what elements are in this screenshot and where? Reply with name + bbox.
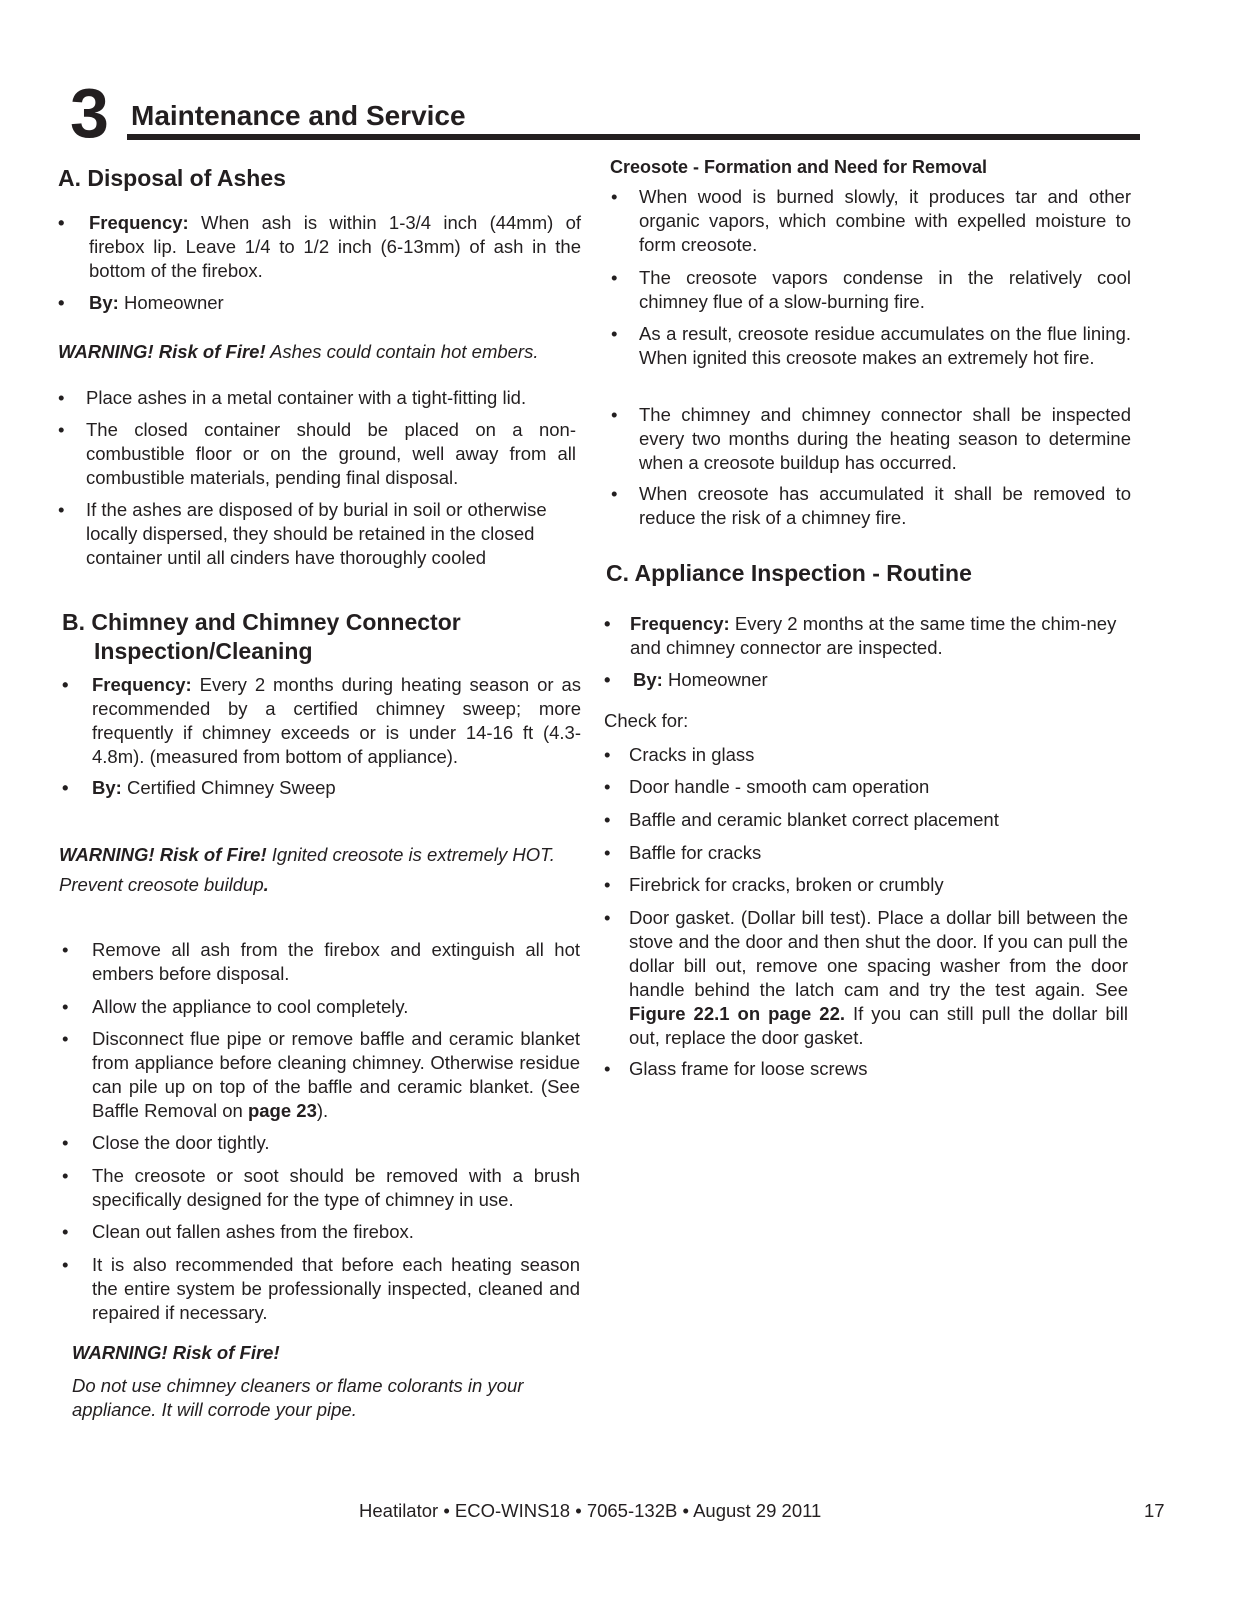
section-b-heading-line-1: B. Chimney and Chimney Connector	[62, 609, 461, 635]
section-b-bullet-6: • It is also recommended that before each heating season the entire system be professionally inspected, cleaned and repaired if necessary.	[62, 1254, 580, 1323]
by-text: Homeowner	[662, 669, 768, 690]
creosote-bullet-3: • As a result, creosote residue accumulates on the flue lining. When ignited this creosote makes an extremely hot fire.	[611, 323, 1131, 368]
frequency-text: Every 2 months during heating season or as recommended by a certified chimney sweep; more frequently if chimney exceeds or is under 14-16 ft (4.3-4.8m). (measured from bottom of appliance).	[92, 674, 581, 767]
section-b-warning: WARNING! Risk of Fire! Ignited creosote is extremely HOT. Prevent creosote buildup.	[59, 844, 555, 895]
section-a-by	[58, 291, 581, 315]
section-c-by: • By: Homeowner	[604, 669, 768, 690]
warning-label: WARNING! Risk of Fire!	[58, 341, 266, 362]
frequency-text: Every 2 months at the same time the chim-ney and chimney connector are inspected.	[630, 613, 1117, 658]
check-item-5: • Firebrick for cracks, broken or crumbly	[604, 874, 944, 895]
footer-text: Heatilator • ECO-WINS18 • 7065-132B • August 29 2011	[359, 1500, 822, 1521]
section-a-warning	[58, 340, 618, 364]
section-b-bullet-1: • Remove all ash from the firebox and extinguish all hot embers before disposal.	[62, 939, 580, 984]
check-item-3: • Baffle and ceramic blanket correct placement	[604, 809, 999, 830]
by-text: Certified Chimney Sweep	[121, 777, 336, 798]
creosote-bullet-2: • The creosote vapors condense in the relatively cool chimney flue of a slow-burning fire.	[611, 267, 1131, 312]
section-b-bullet-5: • Clean out fallen ashes from the firebox.	[62, 1221, 414, 1242]
header-rule	[127, 134, 1140, 140]
section-b-bullet-2: • Allow the appliance to cool completely.	[62, 996, 409, 1017]
by-label: By:	[633, 669, 663, 690]
frequency-label: Frequency:	[92, 674, 192, 695]
final-warning-text: Do not use chimney cleaners or flame colorants in your appliance. It will corrode your pipe.	[72, 1375, 524, 1420]
creosote-bullet-5: • When creosote has accumulated it shall be removed to reduce the risk of a chimney fire.	[611, 483, 1131, 528]
frequency-text: When ash is within 1-3/4 inch (44mm) of firebox lip. Leave 1/4 to 1/2 inch (6-13mm) of ash in the bottom of the firebox.	[89, 212, 581, 281]
check-item-1: • Cracks in glass	[604, 744, 755, 765]
check-item-2: • Door handle - smooth cam operation	[604, 776, 930, 797]
by-text: Homeowner	[118, 292, 224, 313]
page-number: 17	[1144, 1500, 1165, 1521]
chapter-title: Maintenance and Service	[131, 100, 466, 131]
final-warning	[72, 1341, 572, 1422]
chapter-number: 3	[70, 74, 107, 152]
by-label: By:	[89, 292, 119, 313]
check-for-label: Check for:	[604, 710, 689, 731]
section-a-bullet-3: • If the ashes are disposed of by burial in soil or otherwise locally dispersed, they should be retained in the closed container until all cinders have thoroughly cooled	[58, 499, 547, 568]
page-link[interactable]: page 23	[247, 1100, 317, 1121]
check-item-door-gasket: • Door gasket. (Dollar bill test). Place a dollar bill between the stove and the door and then shut the door. If you can pull the dollar bill out, remove one spacing washer from the door handle behind the latch cam and try the test again. See Figure 22.1 on page 22. If you can still pull the dollar bill out, replace the door gasket.	[604, 907, 1129, 1048]
warning-text-2: Prevent creosote buildup	[59, 874, 264, 895]
figure-link[interactable]: Figure 22.1 on page 22.	[629, 1003, 846, 1024]
section-c-frequency: • Frequency: Every 2 months at the same time the chim-ney and chimney connector are inspected.	[604, 613, 1117, 658]
section-b-bullet-3: • Close the door tightly.	[62, 1132, 270, 1153]
bullet-dot: •	[58, 292, 65, 313]
section-b-heading-line-2: Inspection/Cleaning	[94, 638, 313, 664]
section-a-heading: A. Disposal of Ashes	[58, 165, 286, 191]
creosote-heading: Creosote - Formation and Need for Removal	[610, 157, 988, 177]
section-b-frequency: • Frequency: Every 2 months during heating season or as recommended by a certified chimney sweep; more frequently if chimney exceeds or is under 14-16 ft (4.3-4.8m). (measured from bottom of appliance).	[62, 674, 581, 767]
warning-text: Ashes could contain hot embers.	[265, 341, 539, 362]
final-warning-title: WARNING! Risk of Fire!	[72, 1342, 280, 1363]
section-b-by: • By: Certified Chimney Sweep	[62, 777, 336, 798]
section-b-bullet-4: • The creosote or soot should be removed with a brush specifically designed for the type of chimney in use.	[62, 1165, 580, 1210]
by-label: By:	[92, 777, 122, 798]
check-item-4: • Baffle for cracks	[604, 842, 762, 863]
frequency-label: Frequency:	[89, 212, 189, 233]
section-a-frequency	[58, 211, 581, 283]
section-a-bullet-2: • The closed container should be placed on a non-combustible floor or on the ground, well away from all combustible materials, pending final disposal.	[58, 419, 576, 488]
creosote-bullet-1: • When wood is burned slowly, it produces tar and other organic vapors, which combine with expelled moisture to form creosote.	[611, 186, 1131, 255]
warning-label: WARNING! Risk of Fire!	[59, 844, 267, 865]
section-a-bullet-1: • Place ashes in a metal container with a tight-fitting lid.	[58, 387, 527, 408]
creosote-bullet-4: • The chimney and chimney connector shall be inspected every two months during the heating season to determine when a creosote buildup has occurred.	[611, 404, 1131, 473]
section-c-heading: C. Appliance Inspection - Routine	[606, 560, 972, 586]
section-b-heading	[62, 608, 461, 666]
check-item-6: • Glass frame for loose screws	[604, 1058, 868, 1079]
warning-text: Ignited creosote is extremely HOT.	[266, 844, 555, 865]
frequency-label: Frequency:	[630, 613, 730, 634]
section-b-bullet-baffle: • Disconnect flue pipe or remove baffle and ceramic blanket from appliance before cleaning chimney. Otherwise residue can pile up on top of the baffle and ceramic blanket. (See Baffle Removal on page 23).	[62, 1028, 580, 1121]
bullet-dot: •	[58, 212, 65, 233]
